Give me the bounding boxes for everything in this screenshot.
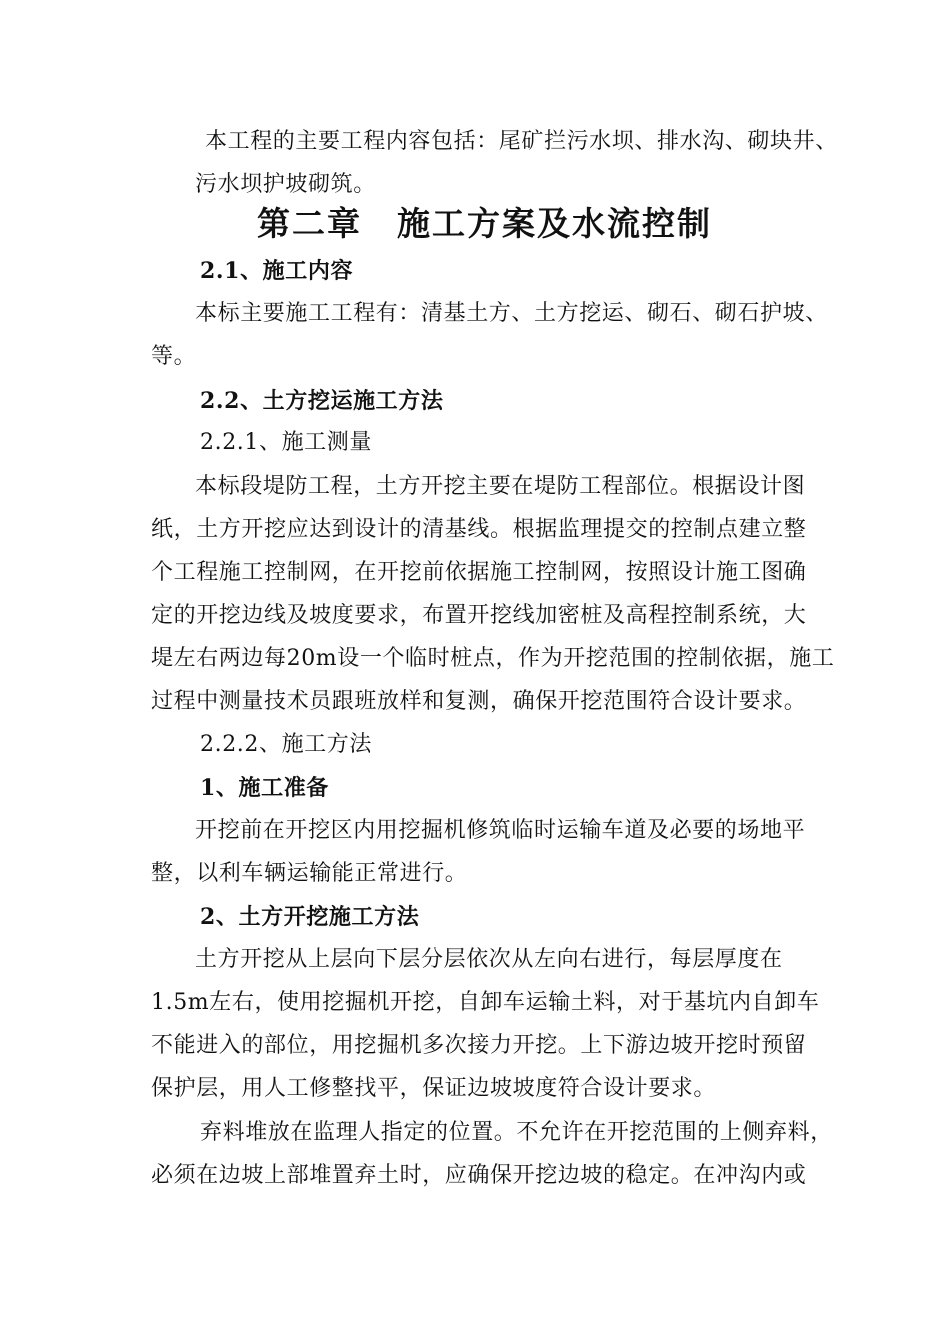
- section-2-1-heading: 2.1、施工内容: [200, 258, 354, 284]
- spoil-line-2: 必须在边坡上部堆置弃土时，应确保开挖边坡的稳定。在冲沟内或: [151, 1163, 807, 1188]
- survey-line-5: 堤左右两边每20m设一个临时桩点，作为开挖范围的控制依据，施工: [151, 646, 835, 671]
- section-2-1-paragraph-line-1: 本标主要施工工程有：清基土方、土方挖运、砌石、砌石护坡、: [195, 301, 828, 326]
- preparation-line-1: 开挖前在开挖区内用挖掘机修筑临时运输车道及必要的场地平: [195, 818, 806, 843]
- spoil-line-1: 弃料堆放在监理人指定的位置。不允许在开挖范围的上侧弃料，: [200, 1120, 833, 1145]
- survey-line-4: 定的开挖边线及坡度要求，布置开挖线加密桩及高程控制系统，大: [151, 603, 807, 628]
- excavation-line-2: 1.5m左右，使用挖掘机开挖，自卸车运输土料，对于基坑内自卸车: [151, 990, 820, 1015]
- excavation-line-3: 不能进入的部位，用挖掘机多次接力开挖。上下游边坡开挖时预留: [151, 1033, 807, 1058]
- survey-line-1: 本标段堤防工程，土方开挖主要在堤防工程部位。根据设计图: [195, 474, 806, 499]
- chapter-title: 第二章 施工方案及水流控制: [257, 204, 712, 243]
- section-2-2-2-heading: 2.2.2、施工方法: [200, 732, 372, 757]
- excavation-heading: 2、土方开挖施工方法: [200, 904, 420, 930]
- section-2-1-paragraph-line-2: 等。: [151, 344, 197, 369]
- excavation-line-1: 土方开挖从上层向下层分层依次从左向右进行，每层厚度在: [195, 947, 783, 972]
- excavation-line-4: 保护层，用人工修整找平，保证边坡坡度符合设计要求。: [151, 1076, 717, 1101]
- intro-line-2: 污水坝护坡砌筑。: [195, 172, 376, 197]
- intro-line-1: 本工程的主要工程内容包括：尾矿拦污水坝、排水沟、砌块井、: [205, 129, 838, 154]
- survey-line-6: 过程中测量技术员跟班放样和复测，确保开挖范围符合设计要求。: [151, 689, 807, 714]
- preparation-heading: 1、施工准备: [200, 775, 329, 801]
- survey-line-2: 纸，土方开挖应达到设计的清基线。根据监理提交的控制点建立整: [151, 517, 807, 542]
- preparation-line-2: 整，以利车辆运输能正常进行。: [151, 861, 468, 886]
- survey-line-3: 个工程施工控制网，在开挖前依据施工控制网，按照设计施工图确: [151, 560, 807, 585]
- section-2-2-heading: 2.2、土方挖运施工方法: [200, 388, 444, 414]
- section-2-2-1-heading: 2.2.1、施工测量: [200, 430, 372, 455]
